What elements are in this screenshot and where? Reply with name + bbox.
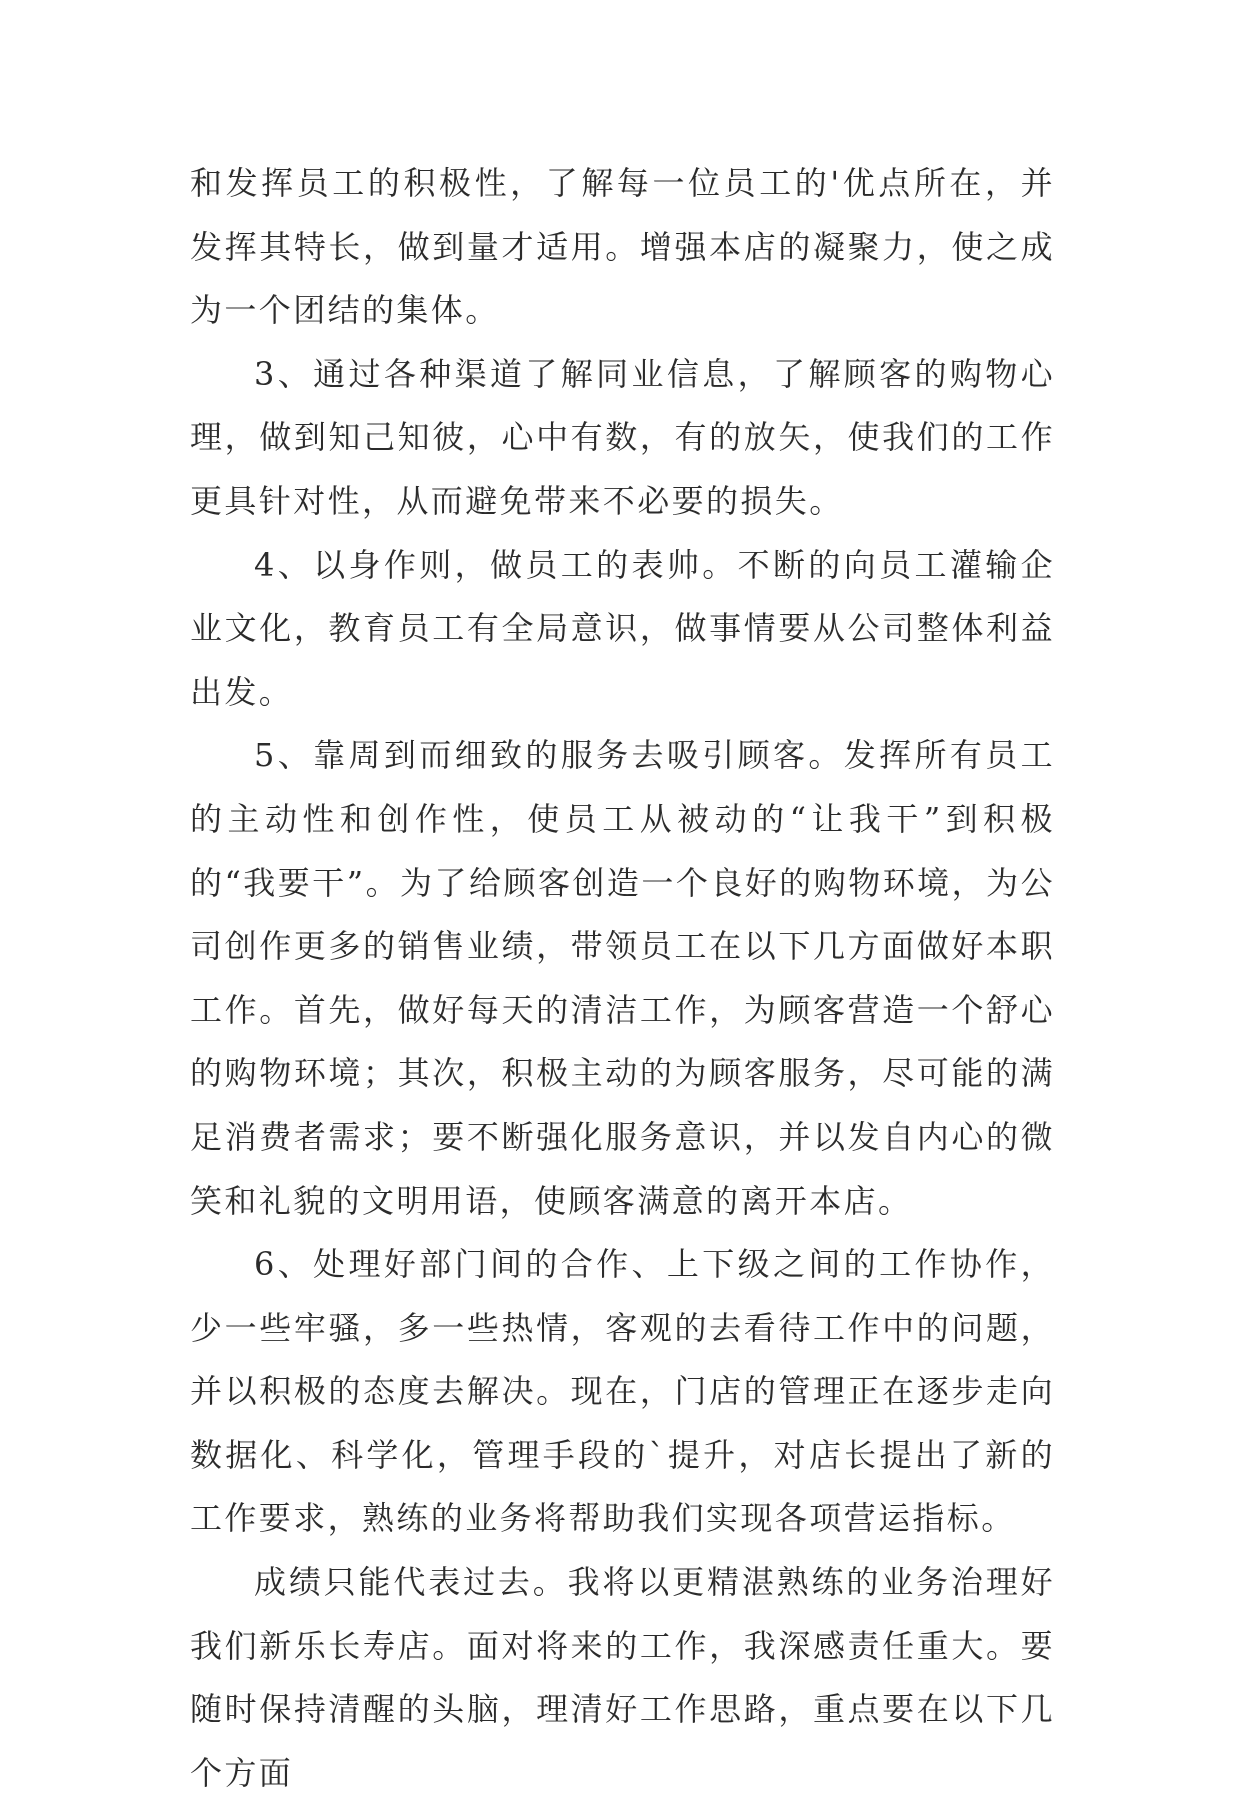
document-body (190, 152, 1055, 1805)
paragraph-item-6: 6、处理好部门间的合作、上下级之间的工作协作，少一些牢骚，多一些热情，客观的去看待工作中的问题，并以积极的态度去解决。现在，门店的管理正在逐步走向数据化、科学化，管理手段的`提升，对店长提出了新的工作要求，熟练的业务将帮助我们实现各项营运指标。 (190, 1245, 1055, 1538)
paragraph-item-4: 4、以身作则，做员工的表帅。不断的向员工灌输企业文化，教育员工有全局意识，做事情要从公司整体利益出发。 (190, 545, 1055, 711)
paragraph-continuation: 和发挥员工的积极性，了解每一位员工的'优点所在，并发挥其特长，做到量才适用。增强本店的凝聚力，使之成为一个团结的集体。 (190, 164, 1055, 330)
paragraph-item-5: 5、靠周到而细致的服务去吸引顾客。发挥所有员工的主动性和创作性，使员工从被动的“让我干”到积极的“我要干”。为了给顾客创造一个良好的购物环境，为公司创作更多的销售业绩，带领员工在以下几方面做好本职工作。首先，做好每天的清洁工作，为顾客营造一个舒心的购物环境；其次，积极主动的为顾客服务，尽可能的满足消费者需求；要不断强化服务意识，并以发自内心的微笑和礼貌的文明用语，使顾客满意的离开本店。 (190, 736, 1055, 1220)
paragraph-conclusion: 成绩只能代表过去。我将以更精湛熟练的业务治理好我们新乐长寿店。面对将来的工作，我深感责任重大。要随时保持清醒的头脑，理清好工作思路，重点要在以下几个方面 (190, 1563, 1055, 1792)
paragraph-item-3: 3、通过各种渠道了解同业信息，了解顾客的购物心理，做到知己知彼，心中有数，有的放矢，使我们的工作更具针对性，从而避免带来不必要的损失。 (190, 354, 1055, 520)
